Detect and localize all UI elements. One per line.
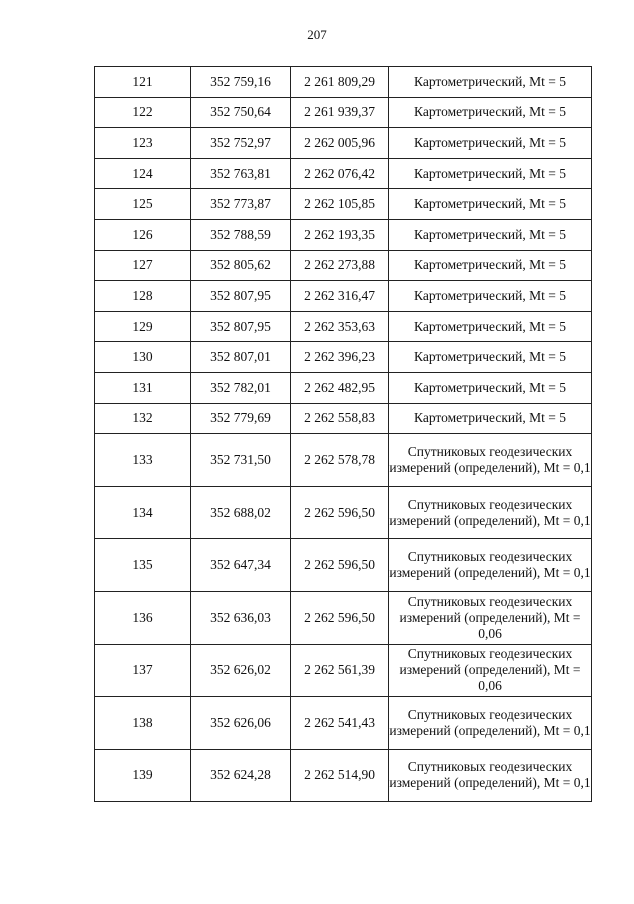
x-coordinate-cell: 352 759,16 [191,67,291,98]
y-coordinate-cell: 2 262 273,88 [291,250,389,281]
x-coordinate-cell: 352 624,28 [191,749,291,802]
y-coordinate-cell: 2 262 482,95 [291,372,389,403]
x-coordinate-cell: 352 807,01 [191,342,291,373]
method-cell: Спутниковых геодезических измерений (определений), Mt = 0,1 [389,539,592,592]
point-number-cell: 138 [95,697,191,750]
point-number-cell: 139 [95,749,191,802]
x-coordinate-cell: 352 807,95 [191,311,291,342]
x-coordinate-cell: 352 688,02 [191,486,291,539]
y-coordinate-cell: 2 262 578,78 [291,434,389,487]
y-coordinate-cell: 2 261 939,37 [291,97,389,128]
point-number-cell: 124 [95,158,191,189]
table-row [95,403,592,434]
point-number-cell: 129 [95,311,191,342]
table-row [95,189,592,220]
point-number-cell: 136 [95,591,191,644]
point-number-cell: 127 [95,250,191,281]
y-coordinate-cell: 2 262 105,85 [291,189,389,220]
x-coordinate-cell: 352 731,50 [191,434,291,487]
y-coordinate-cell: 2 262 076,42 [291,158,389,189]
method-cell: Картометрический, Mt = 5 [389,281,592,312]
table-row [95,749,592,802]
method-cell: Картометрический, Mt = 5 [389,128,592,159]
point-number-cell: 131 [95,372,191,403]
x-coordinate-cell: 352 773,87 [191,189,291,220]
x-coordinate-cell: 352 807,95 [191,281,291,312]
page-number: 207 [307,27,327,42]
table-row [95,644,592,697]
method-cell: Картометрический, Mt = 5 [389,97,592,128]
method-cell: Картометрический, Mt = 5 [389,372,592,403]
point-number-cell: 130 [95,342,191,373]
x-coordinate-cell: 352 779,69 [191,403,291,434]
point-number-cell: 123 [95,128,191,159]
point-number-cell: 135 [95,539,191,592]
method-cell: Картометрический, Mt = 5 [389,403,592,434]
table-row [95,591,592,644]
table-row [95,158,592,189]
point-number-cell: 126 [95,219,191,250]
x-coordinate-cell: 352 763,81 [191,158,291,189]
point-number-cell: 121 [95,67,191,98]
table-row [95,128,592,159]
y-coordinate-cell: 2 262 396,23 [291,342,389,373]
table-row [95,539,592,592]
method-cell: Картометрический, Mt = 5 [389,219,592,250]
point-number-cell: 125 [95,189,191,220]
point-number-cell: 128 [95,281,191,312]
point-number-cell: 134 [95,486,191,539]
table-row [95,311,592,342]
x-coordinate-cell: 352 788,59 [191,219,291,250]
table-row [95,281,592,312]
method-cell: Спутниковых геодезических измерений (определений), Mt = 0,1 [389,434,592,487]
x-coordinate-cell: 352 752,97 [191,128,291,159]
table-row [95,97,592,128]
y-coordinate-cell: 2 261 809,29 [291,67,389,98]
y-coordinate-cell: 2 262 558,83 [291,403,389,434]
coordinates-table [94,66,592,802]
method-cell: Спутниковых геодезических измерений (определений), Mt = 0,06 [389,644,592,697]
x-coordinate-cell: 352 782,01 [191,372,291,403]
point-number-cell: 122 [95,97,191,128]
method-cell: Картометрический, Mt = 5 [389,67,592,98]
table-row [95,697,592,750]
table-row [95,250,592,281]
method-cell: Спутниковых геодезических измерений (определений), Mt = 0,06 [389,591,592,644]
y-coordinate-cell: 2 262 596,50 [291,486,389,539]
table-row [95,434,592,487]
point-number-cell: 132 [95,403,191,434]
method-cell: Спутниковых геодезических измерений (определений), Mt = 0,1 [389,749,592,802]
table-row [95,342,592,373]
y-coordinate-cell: 2 262 596,50 [291,591,389,644]
y-coordinate-cell: 2 262 514,90 [291,749,389,802]
table-body [95,67,592,802]
point-number-cell: 137 [95,644,191,697]
x-coordinate-cell: 352 636,03 [191,591,291,644]
x-coordinate-cell: 352 647,34 [191,539,291,592]
method-cell: Картометрический, Mt = 5 [389,342,592,373]
table-row [95,486,592,539]
x-coordinate-cell: 352 750,64 [191,97,291,128]
table-row [95,372,592,403]
y-coordinate-cell: 2 262 561,39 [291,644,389,697]
y-coordinate-cell: 2 262 596,50 [291,539,389,592]
y-coordinate-cell: 2 262 353,63 [291,311,389,342]
method-cell: Спутниковых геодезических измерений (определений), Mt = 0,1 [389,486,592,539]
table-row [95,67,592,98]
method-cell: Картометрический, Mt = 5 [389,189,592,220]
table-row [95,219,592,250]
x-coordinate-cell: 352 626,06 [191,697,291,750]
method-cell: Спутниковых геодезических измерений (определений), Mt = 0,1 [389,697,592,750]
method-cell: Картометрический, Mt = 5 [389,250,592,281]
y-coordinate-cell: 2 262 541,43 [291,697,389,750]
x-coordinate-cell: 352 805,62 [191,250,291,281]
method-cell: Картометрический, Mt = 5 [389,158,592,189]
method-cell: Картометрический, Mt = 5 [389,311,592,342]
y-coordinate-cell: 2 262 005,96 [291,128,389,159]
y-coordinate-cell: 2 262 193,35 [291,219,389,250]
x-coordinate-cell: 352 626,02 [191,644,291,697]
point-number-cell: 133 [95,434,191,487]
y-coordinate-cell: 2 262 316,47 [291,281,389,312]
